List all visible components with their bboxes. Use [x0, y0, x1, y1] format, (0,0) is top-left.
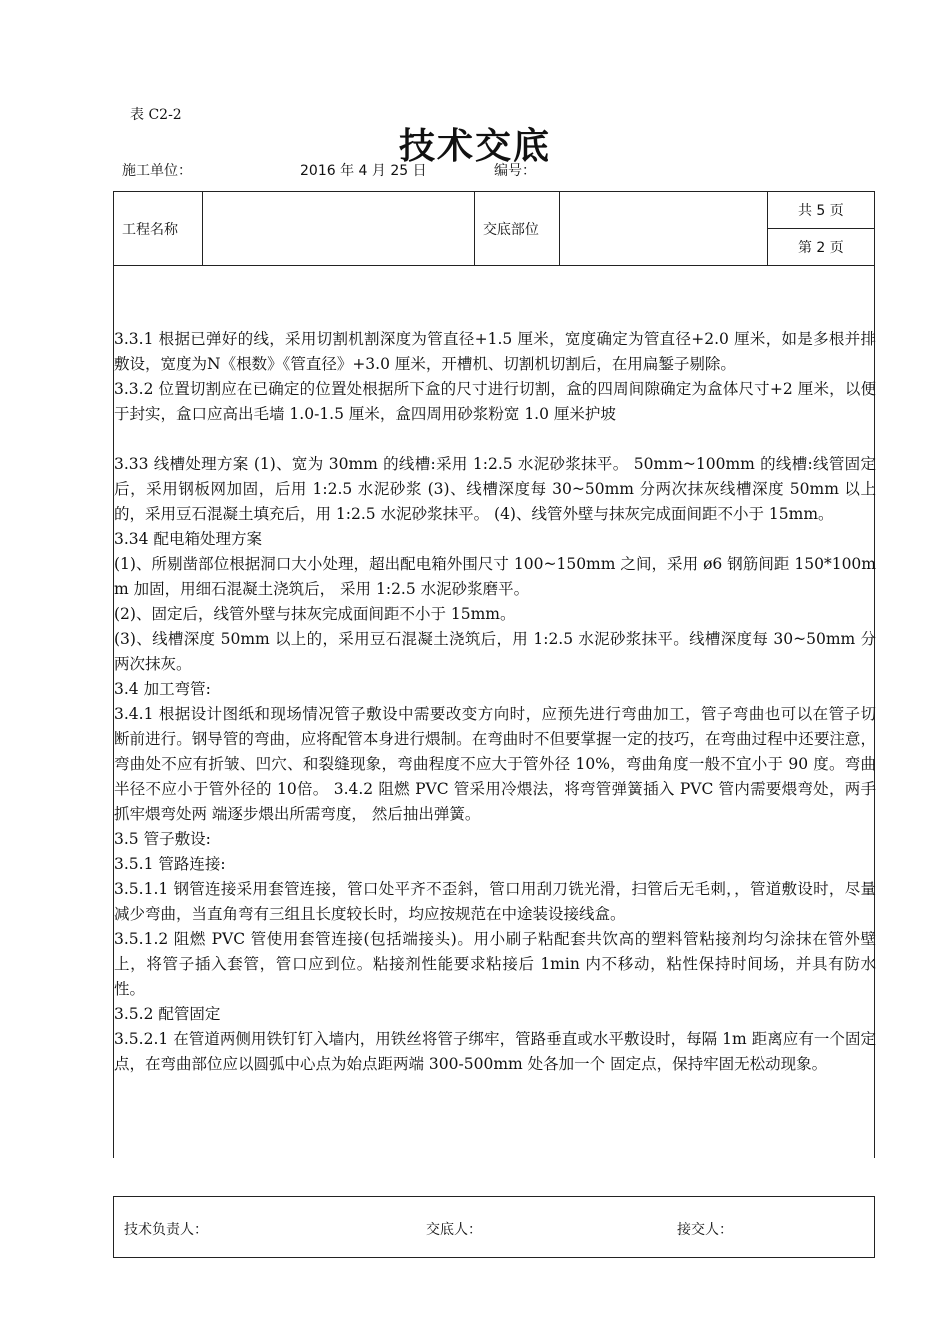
- paragraph-3-5-2: 3.5.2 配管固定: [114, 1005, 221, 1023]
- paragraph-3-5-1-2: 3.5.1.2 阻燃 PVC 管使用套管连接(包括端接头)。用小刷子粘配套共饮高的塑料管粘接剂均匀涂抹在管外壁上，将管子插入套管，管口应到位。粘接剂性能要求粘接后 1min 内不移动，粘性保持时间场，并具有防水性。: [114, 930, 876, 998]
- signature-footer: [113, 1196, 875, 1258]
- paragraph-3-5-1-1: 3.5.1.1 钢管连接采用套管连接，管口处平齐不歪斜，管口用刮刀铣光滑，扫管后无毛刺，，管道敷设时，尽量减少弯曲，当直角弯有三组且长度较长时，均应按规范在中途装设接线盒。: [114, 880, 876, 923]
- paragraph-3-4: 3.4 加工弯管:: [114, 680, 211, 698]
- disclosure-content: [114, 327, 876, 1077]
- paragraph-3-34: 3.34 配电箱处理方案: [114, 530, 262, 548]
- paragraph-3-3-1: 3.3.1 根据已弹好的线，采用切割机割深度为管直径+1.5 厘米，宽度确定为管直径+2.0 厘米，如是多根并排敷设，宽度为N《根数》《管直径》+3.0 厘米，开槽机、切割机切割后，在用扁錾子剔除。: [114, 330, 876, 373]
- paragraph-3-5-1: 3.5.1 管路连接:: [114, 855, 226, 873]
- receiver-label: 接交人：: [677, 1222, 733, 1238]
- header-table: [113, 191, 875, 266]
- project-name-value: [203, 192, 475, 266]
- date: 2016 年 4 月 25 日: [300, 163, 427, 179]
- form-number: 表 C2-2: [130, 107, 182, 123]
- disclosure-part-value: [560, 192, 768, 266]
- paragraph-3-34-3: (3)、线槽深度 50mm 以上的，采用豆石混凝土浇筑后，用 1:2.5 水泥砂浆抹平。线槽深度每 30~50mm 分两次抹灰。: [114, 630, 876, 673]
- project-name-label: 工程名称: [114, 192, 203, 266]
- tech-lead-label: 技术负责人：: [124, 1222, 208, 1238]
- code-label: 编号：: [494, 163, 536, 179]
- paragraph-3-34-1: (1)、所剔凿部位根据洞口大小处理，超出配电箱外围尺寸 100~150mm 之间，采用 ø6 钢筋间距 150*100mm 加固，用细石混凝土浇筑后， 采用 1:2.5 水泥砂浆磨平。: [114, 555, 876, 598]
- paragraph-3-5-2-1: 3.5.2.1 在管道两侧用铁钉钉入墙内，用铁丝将管子绑牢，管路垂直或水平敷设时，每隔 1m 距离应有一个固定点，在弯曲部位应以圆弧中心点为始点距两端 300-500mm 处各加一个 固定点，保持牢固无松动现象。: [114, 1030, 876, 1073]
- paragraph-3-4-1: 3.4.1 根据设计图纸和现场情况管子敷设中需要改变方向时，应预先进行弯曲加工，管子弯曲也可以在管子切 断前进行。钢导管的弯曲，应将配管本身进行煨制。在弯曲时不但要掌握一定的技巧，在弯曲过程中还要注意，弯曲处不应有折皱、凹穴、和裂缝现象，弯曲程度不应大于管外径 10%，弯曲角度一般不宜小于 90 度。弯曲半径不应小于管外径的 10倍。 3.4.2 阻燃 PVC 管采用冷煨法，将弯管弹簧插入 PVC 管内需要煨弯处，两手抓牢煨弯处两 端逐步煨出所需弯度， 然后抽出弹簧。: [114, 705, 876, 823]
- disclosure-part-label: 交底部位: [474, 192, 559, 266]
- discloser-label: 交底人：: [426, 1222, 482, 1238]
- page-title: 技术交底: [398, 125, 551, 167]
- paragraph-3-33: 3.33 线槽处理方案 (1)、宽为 30mm 的线槽:采用 1:2.5 水泥砂浆抹平。 50mm~100mm 的线槽:线管固定后，采用钢板网加固，后用 1:2.5 水泥砂浆 (3)、线槽深度每 30~50mm 分两次抹灰线槽深度 50mm 以上的，采用豆石混凝土填充后，用 1:2.5 水泥砂浆抹平。 (4)、线管外壁与抹灰完成面间距不小于 15mm。: [114, 455, 876, 523]
- paragraph-3-34-2: (2)、固定后，线管外壁与抹灰完成面间距不小于 15mm。: [114, 605, 516, 623]
- construction-unit-label: 施工单位：: [122, 163, 192, 179]
- total-pages: 共 5 页: [767, 192, 874, 229]
- paragraph-3-3-2: 3.3.2 位置切割应在已确定的位置处根据所下盒的尺寸进行切割，盒的四周间隙确定为盒体尺寸+2 厘米，以便于封实，盒口应高出毛墙 1.0-1.5 厘米，盒四周用砂浆粉宽 1.0 厘米护坡: [114, 380, 876, 423]
- page-number: 第 2 页: [767, 229, 874, 266]
- paragraph-3-5: 3.5 管子敷设:: [114, 830, 211, 848]
